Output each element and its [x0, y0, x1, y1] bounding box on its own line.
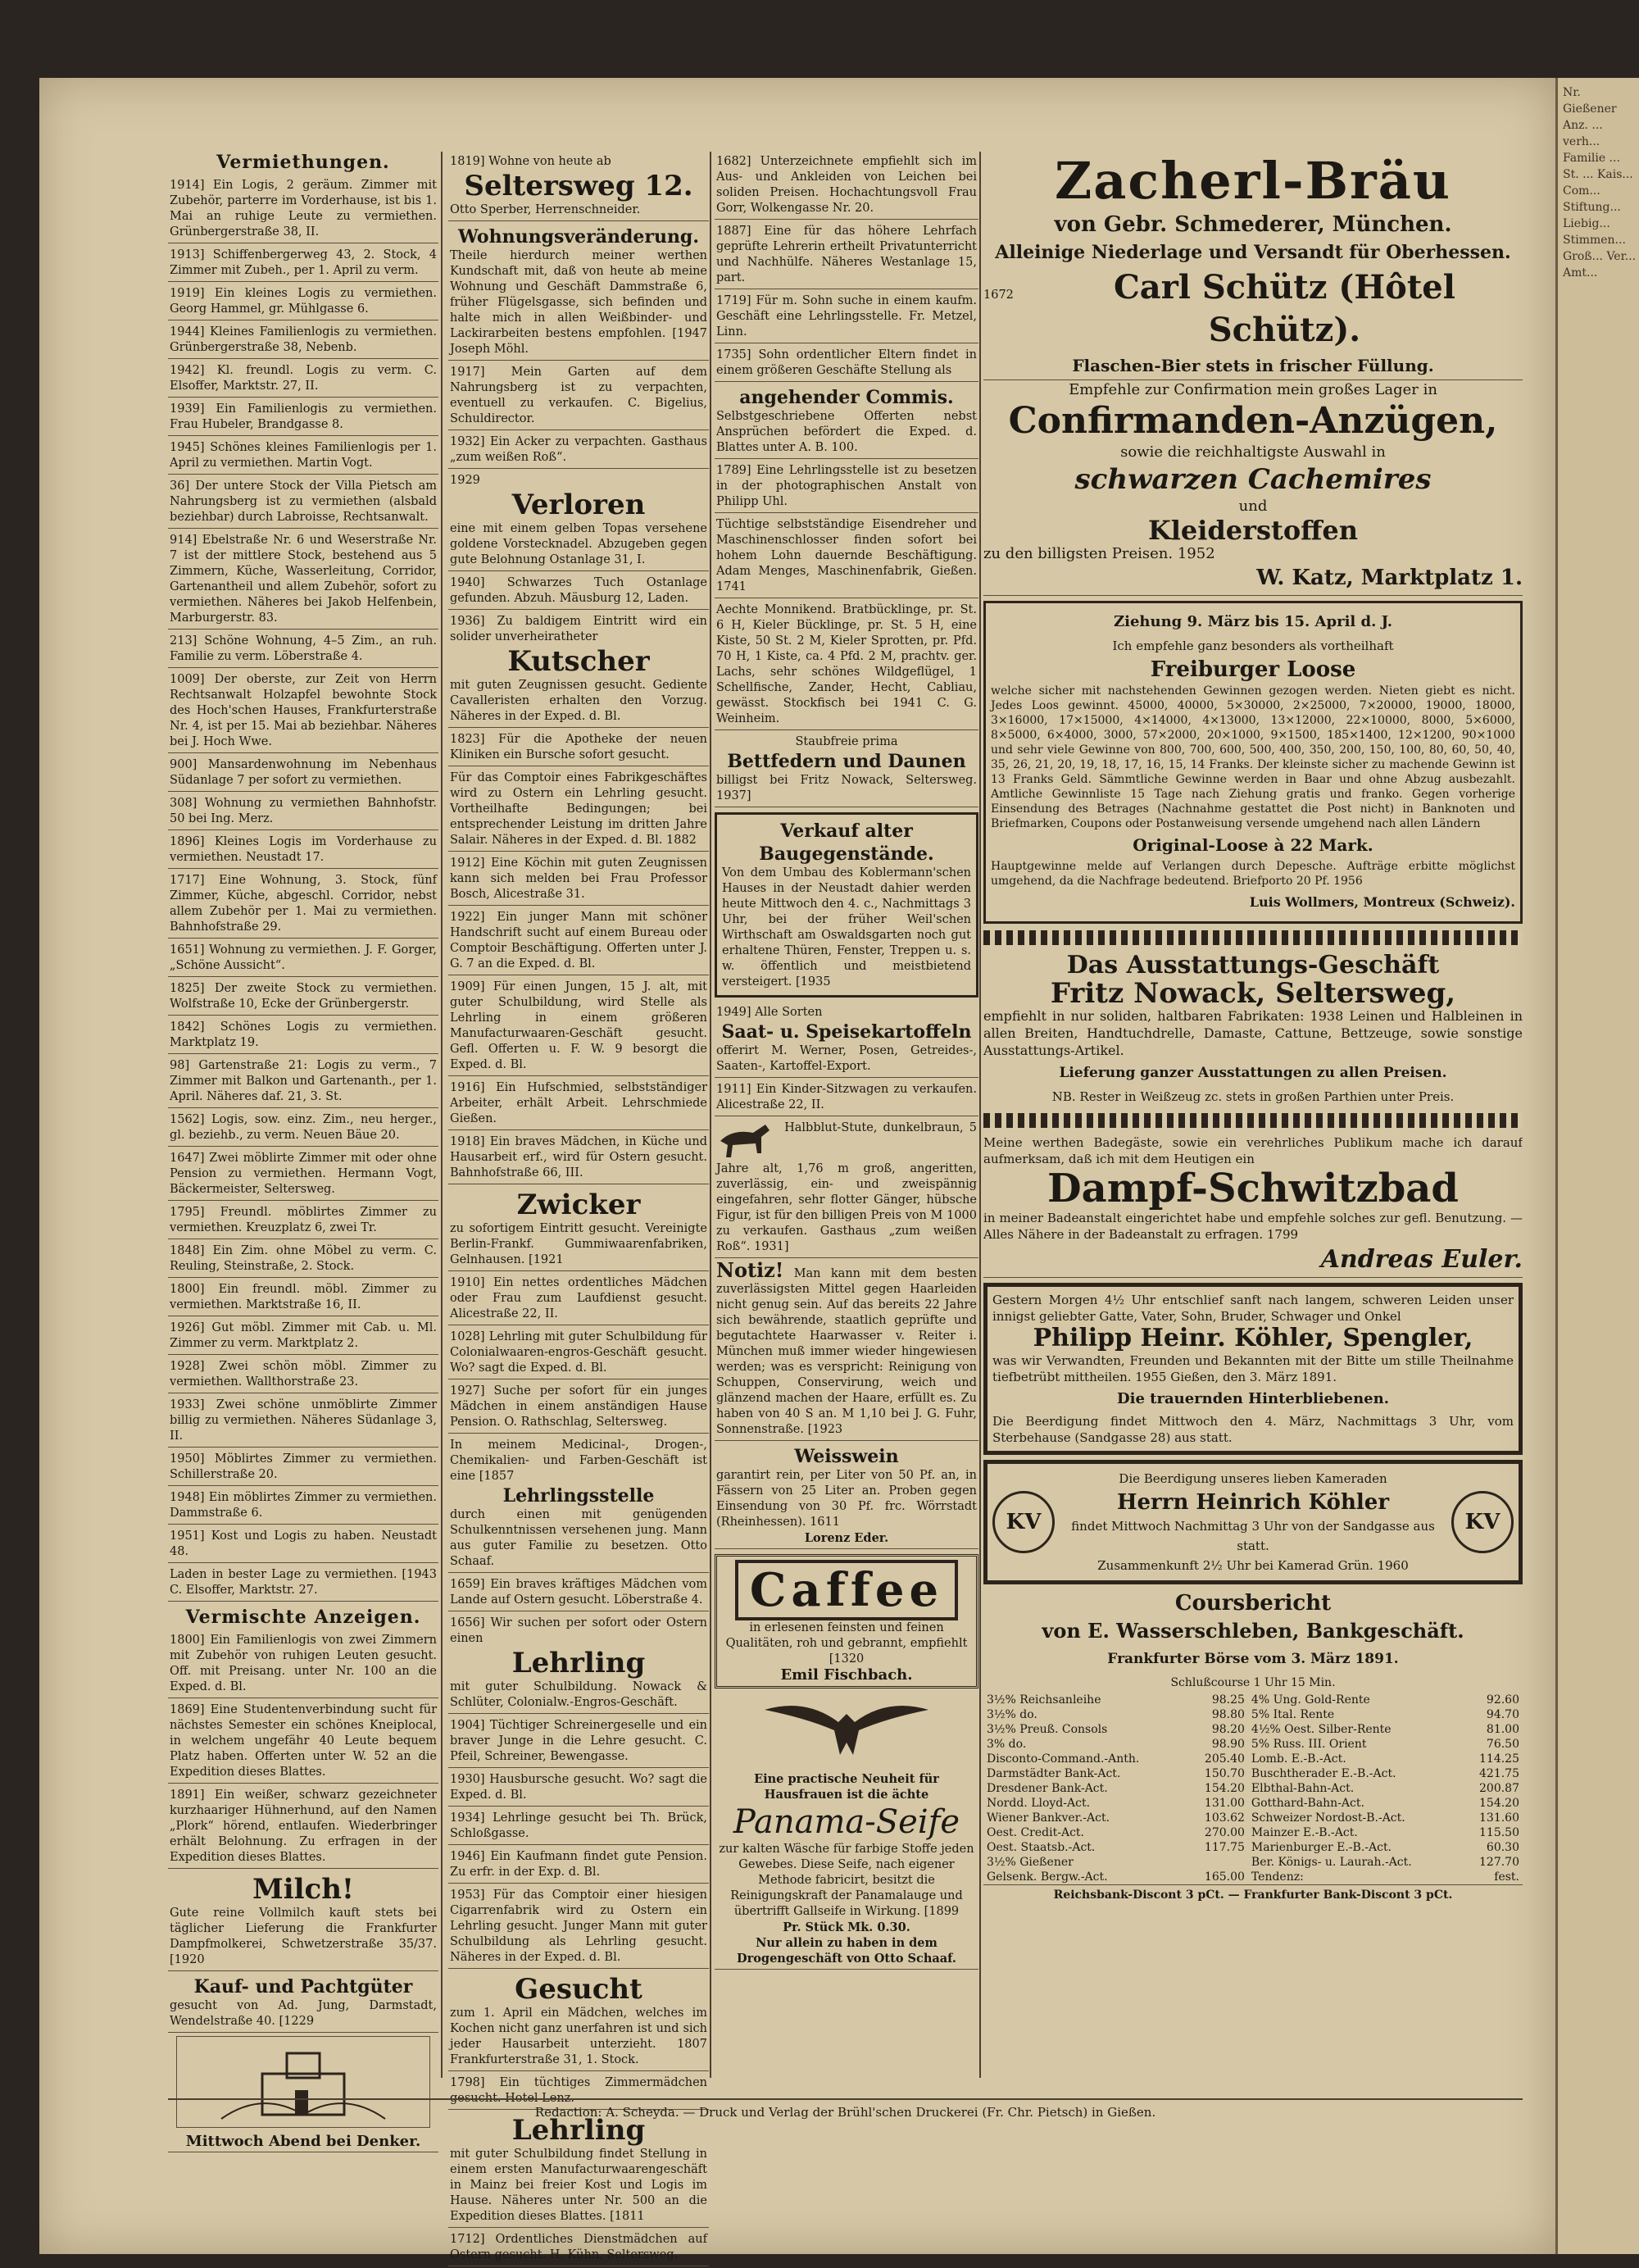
stock-row	[983, 1796, 1523, 1811]
stock-price: 270.00	[1204, 1826, 1245, 1839]
classified-ad: 1825] Der zweite Stock zu vermiethen. Wolfstraße 10, Ecke der Grünbergerstr.	[168, 979, 438, 1016]
stock-name: Mainzer E.-B.-Act.	[1251, 1826, 1358, 1839]
classified-ad	[448, 1575, 709, 1611]
classified-ad	[448, 1381, 709, 1434]
stock-price: 92.60	[1486, 1693, 1519, 1707]
ad-title: Verloren	[511, 489, 646, 521]
ad-pretext: Meine werthen Badegäste, sowie ein verehrliches Publikum mache ich darauf aufmerksam, daß ich mit dem Heutigen ein	[983, 1135, 1523, 1166]
imprint-line: Redaction: A. Scheyda. — Druck und Verlag der Brühl'schen Druckerei (Fr. Chr. Pietsch) in Gießen.	[168, 2098, 1523, 2120]
stock-price: 200.87	[1479, 1782, 1519, 1795]
stock-name: Oest. Credit-Act.	[987, 1826, 1084, 1839]
ad-title: Bettfedern und Daunen	[727, 751, 966, 772]
ad-text: billigst bei Fritz Nowack, Seltersweg. 1937]	[716, 774, 977, 802]
stock-price: 60.30	[1486, 1841, 1519, 1854]
ad-text: 1927] Suche per sofort für ein junges Mädchen in einem anständigen Hause Pension. O. Rathschlag, Seltersweg.	[450, 1384, 707, 1429]
ad-title: Lehrlingsstelle	[502, 1485, 655, 1507]
ad-text: 1910] Ein nettes ordentliches Mädchen oder Frau zum Laufdienst gesucht. Alicestraße 22, II.	[450, 1276, 707, 1320]
stock-row	[983, 1870, 1523, 1884]
ad-text: Gute reine Vollmilch kauft stets bei täglicher Lieferung die Frankfurter Dampfmolkerei, Schwetzerstraße 35/37. [1920	[170, 1907, 437, 1966]
classified-ad	[448, 1970, 709, 2071]
ad-text: 1918] Ein braves Mädchen, in Küche und Hausarbeit erf., wird für Ostern gesucht. Bahnhofstraße 66, III.	[450, 1135, 707, 1179]
ad-text: 1798] Ein tüchtiges Zimmermädchen gesucht. Hotel Lenz.	[450, 2076, 707, 2105]
ad-text: 1659] Ein braves kräftiges Mädchen vom Lande auf Ostern gesucht. Löberstraße 4.	[450, 1578, 707, 1607]
denker-ad	[168, 2131, 438, 2152]
stock-price: 421.75	[1479, 1767, 1519, 1780]
classified-ad	[448, 1078, 709, 1130]
ad-text: Mittwoch Abend bei Denker.	[185, 2133, 421, 2150]
stock-report	[983, 1589, 1523, 1905]
stock-price: 98.20	[1211, 1723, 1245, 1736]
report-date: Frankfurter Börse vom 3. März 1891.	[1107, 1651, 1399, 1667]
ad-text: 1930] Hausbursche gesucht. Wo? sagt die Exped. d. Bl.	[450, 1773, 707, 1802]
classified-ad: 1913] Schiffenbergerweg 43, 2. Stock, 4 Zimmer mit Zubeh., per 1. April zu verm.	[168, 245, 438, 282]
classified-ad: 98] Gartenstraße 21: Logis zu verm., 7 Zimmer mit Balkon und Gartenanth., per 1. April. Näheres daf. 21, 3. St.	[168, 1056, 438, 1108]
ad-signature: Nur allein zu haben in dem Drogengeschäft von Otto Schaaf.	[737, 1936, 956, 1966]
ad-text: zu den billigsten Preisen. 1952	[983, 545, 1215, 562]
ad-text: eine mit einem gelben Topas versehene goldene Vorstecknadel. Abzugeben gegen gute Belohnung Ostanlage 31, I.	[450, 522, 707, 566]
ad-text: 1912] Eine Köchin mit guten Zeugnissen kann sich melden bei Frau Professor Bosch, Alicestraße 31.	[450, 857, 707, 901]
stock-name: Wiener Bankver.-Act.	[987, 1811, 1110, 1825]
stock-price: 154.20	[1479, 1797, 1519, 1810]
ad-title2: schwarzen Cachemires	[1074, 463, 1432, 496]
ad-text: Halbblut-Stute, dunkelbraun, 5 Jahre alt, 1,76 m groß, angeritten, zuverlässig, ein- und zweispännig eingefahren, sehr flotter Gänger, hübsche Figur, ist für den billigen Preis von M 1000 zu verkaufen. Gasthaus „zum weißen Roß“. 1931]	[716, 1121, 977, 1253]
brewery-subtitle2: Alleinige Niederlage und Versandt für Oberhessen.	[995, 242, 1511, 263]
ad-title: Gesucht	[515, 1973, 642, 2006]
potato-ad	[715, 1002, 978, 1078]
ad-number: 1672	[983, 289, 1014, 302]
classified-ad	[448, 1435, 709, 1573]
ad-text: 1911] Ein Kinder-Sitzwagen zu verkaufen. Alicestraße 22, II.	[716, 1083, 977, 1111]
stock-row	[983, 1737, 1523, 1752]
ad-text: gesucht von Ad. Jung, Darmstadt, Wendelstraße 40. [1229	[170, 1999, 437, 2028]
ad-title: Milch!	[252, 1873, 354, 1906]
classified-ad: 1562] Logis, sow. einz. Zim., neu herger., gl. beziehb., zu verm. Neuen Bäue 20.	[168, 1110, 438, 1147]
confirmation-ad	[983, 380, 1523, 596]
classified-ad: 900] Mansardenwohnung im Nebenhaus Südanlage 7 per sofort zu vermiethen.	[168, 755, 438, 792]
crest-emblem-left: KV	[992, 1491, 1055, 1553]
stock-name: Tendenz:	[1251, 1870, 1304, 1884]
commis-ad	[715, 384, 978, 459]
ad-text: in meiner Badeanstalt eingerichtet habe und empfehle solches zur gefl. Benutzung. — Alles Nähere in der Badeanstalt zu erfragen. 1799	[983, 1211, 1523, 1242]
column-rule	[441, 152, 443, 2078]
stock-name: 3½% Gießener	[987, 1856, 1074, 1869]
stock-name: Darmstädter Bank-Act.	[987, 1767, 1121, 1780]
ad-text: garantirt rein, per Liter von 50 Pf. an, in Fässern von 25 Liter an. Proben gegen Einsendung von 30 Pf. frc. Wörrstadt (Rheinhessen). 1611	[716, 1469, 977, 1529]
report-title: Coursbericht	[1174, 1591, 1332, 1616]
ad-title: Kauf- und Pachtgüter	[193, 1976, 413, 1998]
lottery-ad	[983, 601, 1523, 924]
ad-text: Theile hierdurch meiner werthen Kundschaft mit, daß von heute ab meine Wohnung und Geschäft Dammstraße 6, früher Flügelsgasse, sich befinden und halte mich in allen Weißbinder- und Lackirarbeiten bestens empfohlen. [1947 Joseph Möhl.	[450, 249, 707, 356]
ad-signature: Andreas Euler.	[1320, 1245, 1523, 1274]
ad-text: sowie die reichhaltigste Auswahl in	[1120, 443, 1386, 461]
classified-ad	[448, 768, 709, 852]
column-1	[168, 152, 438, 2154]
stock-row	[983, 1766, 1523, 1781]
stock-price: 154.20	[1204, 1782, 1245, 1795]
classified-ad: 1945] Schönes kleines Familienlogis per 1. April zu vermiethen. Martin Vogt.	[168, 438, 438, 475]
stock-row	[983, 1707, 1523, 1722]
ad-text: 1904] Tüchtiger Schreinergeselle und ein braver Junge in die Lehre gesucht. C. Pfeil, Schreiner, Bewengasse.	[450, 1719, 707, 1763]
ad-title: Lehrling	[511, 2114, 646, 2147]
ad-text: 1823] Für die Apotheke der neuen Kliniken ein Bursche sofort gesucht.	[450, 733, 707, 761]
ad-pretext: Eine practische Neuheit für Hausfrauen ist die ächte	[754, 1772, 939, 1802]
stock-name: Schweizer Nordost-B.-Act.	[1251, 1811, 1405, 1825]
section-heading: Vermiethungen.	[216, 152, 390, 173]
bottle-beer-line: Flaschen-Bier stets in frischer Füllung.	[983, 352, 1523, 380]
column-rule	[710, 152, 711, 2078]
classified-ad: 1009] Der oberste, zur Zeit von Herrn Rechtsanwalt Holzapfel bewohnte Stock des Hoch'schen Hauses, Frankfurterstraße Nr. 4, ist per 15. Mai ab beziehbar. Näheres bei J. Hoch Wwe.	[168, 670, 438, 753]
ad-price: Pr. Stück Mk. 0.30.	[783, 1920, 910, 1934]
stock-price: 98.90	[1211, 1738, 1245, 1751]
stock-name: 4% Ung. Gold-Rente	[1251, 1693, 1370, 1707]
stock-price: 81.00	[1486, 1723, 1519, 1736]
classified-ad: 1887] Eine für das höhere Lehrfach geprüfte Lehrerin ertheilt Privatunterricht und Nachhülfe. Näheres Westanlage 15, part.	[715, 221, 978, 289]
classified-ad	[448, 1885, 709, 1969]
ad-signature: Lorenz Eder.	[804, 1531, 889, 1545]
ad-title: Kutscher	[507, 645, 650, 678]
stock-name: Dresdener Bank-Act.	[987, 1782, 1108, 1795]
stock-name: 3½% Preuß. Consols	[987, 1723, 1108, 1736]
classified-ad: 308] Wohnung zu vermiethen Bahnhofstr. 50 bei Ing. Merz.	[168, 793, 438, 830]
stock-price: fest.	[1494, 1870, 1519, 1884]
ad-text: zu sofortigem Eintritt gesucht. Vereinigte Berlin-Frankf. Gummiwaarenfabriken, Gelnhausen. [1921	[450, 1222, 707, 1266]
stock-name: Nordd. Lloyd-Act.	[987, 1797, 1091, 1810]
report-time: Schlußcourse 1 Uhr 15 Min.	[1170, 1676, 1336, 1689]
classified-ad: 1795] Freundl. möblirtes Zimmer zu vermiethen. Kreuzplatz 6, zwei Tr.	[168, 1202, 438, 1239]
stock-row	[983, 1840, 1523, 1855]
ad-title: Weisswein	[794, 1446, 899, 1467]
stock-price: 115.50	[1479, 1826, 1519, 1839]
classified-ad: 1896] Kleines Logis im Vorderhause zu vermiethen. Neustadt 17.	[168, 832, 438, 869]
stock-row	[983, 1825, 1523, 1840]
stock-name: 3½% do.	[987, 1708, 1037, 1721]
brewery-agent: Carl Schütz (Hôtel Schütz).	[1113, 268, 1455, 349]
discount-rates: Reichsbank-Discont 3 pCt. — Frankfurter Bank-Discont 3 pCt.	[983, 1884, 1523, 1905]
estate-ad	[168, 1973, 438, 2033]
classified-ad	[448, 1327, 709, 1379]
classified-ad	[448, 1808, 709, 1845]
ad-text: mit guter Schulbildung findet Stellung in einem ersten Manufacturwaarengeschäft in Mainz bei freier Kost und Logis im Hause. Näheres unter Nr. 500 an die Expedition dieses Blattes. [1811	[450, 2148, 707, 2223]
stock-price: 131.60	[1479, 1811, 1519, 1825]
stock-price: 114.25	[1479, 1752, 1519, 1766]
rental-ads	[168, 175, 438, 1602]
ad-text: 1916] Ein Hufschmied, selbstständiger Arbeiter, erhält Arbeit. Lehrschmiede Gießen.	[450, 1081, 707, 1125]
stock-row	[983, 1752, 1523, 1766]
ad-signature: W. Katz, Marktplatz 1.	[1256, 566, 1523, 590]
pram-ad	[715, 1079, 978, 1116]
ad-signature: Luis Wollmers, Montreux (Schweiz).	[1249, 894, 1515, 910]
classified-ad	[448, 573, 709, 610]
stock-name: 3% do.	[987, 1738, 1027, 1751]
horse-icon	[716, 1120, 774, 1161]
notice-pretext: Die Beerdigung unseres lieben Kameraden	[1119, 1471, 1387, 1486]
stock-name: 5% Ital. Rente	[1251, 1708, 1335, 1721]
classified-ad	[448, 432, 709, 469]
ad-note: NB. Rester in Weißzeug zc. stets in großen Parthien unter Preis.	[1051, 1089, 1455, 1104]
classified-ad: Aechte Monnikend. Bratbücklinge, pr. St. 6 H, Kieler Bücklinge, pr. St. 5 H, eine Kiste, 50 St. 2 M, Kieler Sprotten, pr. Pfd. 70 H, 1 Kiste, ca. 4 Pfd. 2 M, prachtv. ger. Lachs, sehr schönes Wildgeflügel, 1 Schellfische, Zander, Hecht, Cabliau, gewässt. Stockfisch bei 1941 C. G. Weinheim.	[715, 600, 978, 730]
stock-price: 131.00	[1204, 1797, 1245, 1810]
stock-price: 127.70	[1479, 1856, 1519, 1869]
classified-ad: 1942] Kl. freundl. Logis zu verm. C. Elsoffer, Marktstr. 27, II.	[168, 361, 438, 398]
classified-ad	[448, 2111, 709, 2228]
obituary-signature: Die trauernden Hinterbliebenen.	[1117, 1390, 1389, 1407]
classified-ad: 1848] Ein Zim. ohne Möbel zu verm. C. Reuling, Steinstraße, 2. Stock.	[168, 1241, 438, 1278]
classified-ad	[448, 1847, 709, 1884]
funeral-notice	[983, 1460, 1523, 1584]
classified-ad: 1919] Ein kleines Logis zu vermiethen. Georg Hammel, gr. Mühlgasse 6.	[168, 284, 438, 320]
stock-name: 4½% Oest. Silber-Rente	[1251, 1723, 1392, 1736]
ad-pretext: 1949] Alle Sorten	[716, 1006, 823, 1019]
ad-pretext: Ich empfehle ganz besonders als vortheilhaft	[1112, 639, 1394, 653]
classified-ad	[448, 1716, 709, 1768]
ad-text: 1909] Für einen Jungen, 15 J. alt, mit guter Schulbildung, wird Stelle als Lehrling in einem größeren Manufacturwaaren-Geschäft gesucht. Gefl. Offerten u. F. W. 9 besorgt die Exped. d. Bl.	[450, 980, 707, 1071]
classified-ad	[448, 223, 709, 361]
classified-ad	[448, 1613, 709, 1714]
ad-text: empfiehlt in nur soliden, haltbaren Fabrikaten: 1938 Leinen und Halbleinen in allen Breiten, Handtuchdrelle, Damaste, Cattune, Bettzeuge, sowie sonstige Ausstattungs-Artikel.	[983, 1008, 1523, 1058]
classified-ad: 914] Ebelstraße Nr. 6 und Weserstraße Nr. 7 ist der mittlere Stock, bestehend aus 5 Zimmern, Küche, Wasserleitung, Corridor, Gartenantheil und allem Zubehör, sofort zu vermiethen. Näheres bei Jakob Helfenbein, Marburgerstr. 83.	[168, 530, 438, 629]
stock-name: 3½% Reichsanleihe	[987, 1693, 1101, 1707]
ad-pretext: Empfehle zur Confirmation mein großes Lager in	[1069, 381, 1437, 398]
classified-ad: 1928] Zwei schön möbl. Zimmer zu vermiethen. Wallthorstraße 23.	[168, 1357, 438, 1393]
stock-name: Oest. Staatsb.-Act.	[987, 1841, 1096, 1854]
column-rule	[979, 152, 981, 2078]
building-parts-ad	[715, 812, 978, 998]
classified-ad: 1891] Ein weißer, schwarz gezeichneter kurzhaariger Hühnerhund, auf den Namen „Plork“ hörend, entlaufen. Wiederbringer erhält Belohnung. Zu erfragen in der Expedition dieses Blattes.	[168, 1785, 438, 1869]
ad-text: 1922] Ein junger Mann mit schöner Handschrift sucht auf einem Bureau oder Comptoir Beschäftigung. Offerten unter J. G. 7 an die Exped. d. Bl.	[450, 911, 707, 970]
classified-ad: 1800] Ein Familienlogis von zwei Zimmern mit Zubehör von ruhigen Leuten gesucht. Off. mit Preisang. unter Nr. 100 an die Exped. d. Bl.	[168, 1630, 438, 1698]
report-subtitle: von E. Wasserschleben, Bankgeschäft.	[1042, 1619, 1464, 1643]
ad-title: Saat- u. Speisekartoffeln	[721, 1021, 972, 1043]
stock-price: 103.62	[1204, 1811, 1245, 1825]
ad-title: Seltersweg 12.	[464, 170, 693, 202]
classified-ad: 1717] Eine Wohnung, 3. Stock, fünf Zimmer, Küche, abgeschl. Corridor, nebst allem Zubehör per 1. Mai zu vermiethen. Bahnhofstraße 29.	[168, 870, 438, 939]
coffee-ad	[715, 1554, 978, 1689]
classified-ad	[448, 1132, 709, 1184]
classified-ad	[448, 611, 709, 728]
ad-name: Fritz Nowack, Seltersweg,	[1050, 977, 1456, 1010]
classified-ad: 1944] Kleines Familienlogis zu vermiethen. Grünbergerstraße 38, Nebenb.	[168, 322, 438, 359]
classified-ad: 1939] Ein Familienlogis zu vermiethen. Frau Hubeler, Brandgasse 8.	[168, 399, 438, 436]
adjacent-page-text: Nr. Gießener Anz. ... verh... Familie ... St. ... Kais... Com... Stiftung... Liebig... Stimmen... Groß... Ver... Amt...	[1563, 86, 1637, 280]
stock-name: Disconto-Command.-Anth.	[987, 1752, 1140, 1766]
ad-title: Dampf-Schwitzbad	[1047, 1166, 1459, 1211]
eagle-icon	[756, 1693, 937, 1759]
stock-name: Marienburger E.-B.-Act.	[1251, 1841, 1392, 1854]
ad-title: Das Ausstattungs-Geschäft	[1066, 951, 1440, 979]
classified-ad: 1682] Unterzeichnete empfiehlt sich im Aus- und Ankleiden von Leichen bei soliden Preisen. Hochachtungsvoll Frau Gorr, Wolkengasse Nr. 20.	[715, 152, 978, 220]
service-ads	[715, 152, 978, 382]
ad-title: Wohnungsveränderung.	[458, 226, 699, 248]
ad-text: 1917] Mein Garten auf dem Nahrungsberg ist zu verpachten, eventuell zu verkaufen. C. Bigelius, Schuldirector.	[450, 366, 707, 425]
ad-title3: Kleiderstoffen	[1147, 515, 1359, 546]
stock-row	[983, 1722, 1523, 1737]
ad-title: Panama-Seife	[733, 1803, 960, 1841]
coffee-logo: Caffee	[735, 1560, 958, 1620]
obituary-name: Philipp Heinr. Köhler, Spengler,	[1033, 1324, 1473, 1352]
ad-title: Verkauf alter Baugegenstände.	[759, 820, 934, 865]
ornament-border	[983, 1113, 1523, 1128]
ad-text: und	[1238, 498, 1268, 515]
classified-ad: 1933] Zwei schöne unmöblirte Zimmer billig zu vermiethen. Näheres Südanlage 3, II.	[168, 1395, 438, 1448]
classified-ad: 1926] Gut möbl. Zimmer mit Cab. u. Ml. Zimmer zu verm. Marktplatz 2.	[168, 1318, 438, 1355]
ad-signature: Emil Fischbach.	[780, 1666, 913, 1684]
ad-text: mit guten Zeugnissen gesucht. Gediente Cavalleristen erhalten den Vorzug. Näheres in der Exped. d. Bl.	[450, 679, 707, 723]
classified-ad	[448, 1186, 709, 1271]
ad-text: 1819] Wohne von heute ab	[450, 155, 611, 168]
stock-name: 5% Russ. III. Orient	[1251, 1738, 1367, 1751]
ad-title: Zwicker	[516, 1189, 641, 1221]
ad-text: Man kann mit dem besten zuverlässigsten Mittel gegen Haarleiden nicht genug sein. Auf das bereits 22 Jahre sich bewährende, staatlich geprüfte und begutachtete Haarwasser v. Reiter i. München muß immer wieder hingewiesen werden; was es verspricht: Reinigung von Schuppen, Conservirung, weich und glänzend machen der Haare, erfüllt es. Zu haben von 40 S an. M 1,10 bei J. G. Fuhr, Sonnenstraße. [1923	[716, 1267, 977, 1436]
classified-ad: 1948] Ein möblirtes Zimmer zu vermiethen. Dammstraße 6.	[168, 1488, 438, 1525]
stock-row	[983, 1693, 1523, 1707]
classified-ad: 1800] Ein freundl. möbl. Zimmer zu vermiethen. Marktstraße 16, II.	[168, 1279, 438, 1316]
ad-text: 1934] Lehrlinge gesucht bei Th. Brück, Schloßgasse.	[450, 1811, 707, 1840]
classified-ad: Laden in bester Lage zu vermiethen. [1943 C. Elsoffer, Marktstr. 27.	[168, 1565, 438, 1602]
ad-text: durch einen mit genügenden Schulkenntnissen versehenen jung. Mann aus guter Familie zu besetzen. Otto Schaaf.	[450, 1508, 707, 1568]
classified-ad: 1950] Möblirtes Zimmer zu vermiethen. Schillerstraße 20.	[168, 1449, 438, 1486]
stock-price: 76.50	[1486, 1738, 1519, 1751]
eagle-illustration	[715, 1693, 978, 1764]
ad-text: zur kalten Wäsche für farbige Stoffe jeden Gewebes. Diese Seife, nach eigener Methode fabricirt, besitzt die Reinigungskraft der Panamalauge und übertrifft Gallseife in Wirkung. [1899	[719, 1843, 974, 1918]
column-3	[715, 152, 978, 1971]
ad-text: mit guter Schulbildung. Nowack & Schlüter, Colonialw.-Engros-Geschäft.	[450, 1680, 707, 1709]
wine-ad	[715, 1443, 978, 1549]
crest-emblem-right: KV	[1451, 1491, 1514, 1553]
classified-ad: 213] Schöne Wohnung, 4–5 Zim., an ruh. Familie zu verm. Löberstraße 4.	[168, 631, 438, 668]
classified-ad	[448, 1273, 709, 1325]
stock-price: 117.75	[1204, 1841, 1245, 1854]
outfitting-ad	[983, 952, 1523, 1107]
stock-price: 165.00	[1204, 1870, 1245, 1884]
ad-title: Lehrling	[511, 1647, 646, 1679]
adjacent-page-edge	[1555, 78, 1639, 2254]
ornament-border	[983, 930, 1523, 945]
ad-title: Freiburger Loose	[1150, 657, 1356, 682]
classified-ad	[448, 853, 709, 906]
ad-text2: Lieferung ganzer Ausstattungen zu allen Preisen.	[1059, 1065, 1447, 1081]
ad-text: Von dem Umbau des Koblermann'schen Hauses in der Neustadt dahier werden heute Mittwoch den 4. c., Nachmittags 3 Uhr, bei der früher Weil'schen Wirthschaft am Oswaldsgarten noch gut erhaltene Thüren, Fenster, Treppen u. s. w. öffentlich und meistbietend versteigert. [1935	[722, 866, 971, 989]
ad-heading: Ziehung 9. März bis 15. April d. J.	[1113, 613, 1393, 630]
ad-text: In meinem Medicinal-, Drogen-, Chemikalien- und Farben-Geschäft ist eine [1857	[450, 1439, 707, 1483]
classified-ad: 36] Der untere Stock der Villa Pietsch am Nahrungsberg ist zu vermiethen (alsbald beziehbar) durch Labroisse, Rechtsanwalt.	[168, 476, 438, 529]
classified-ad: 1951] Kost und Logis zu haben. Neustadt 48.	[168, 1526, 438, 1563]
stock-price: 98.25	[1211, 1693, 1245, 1707]
classified-ad: 1869] Eine Studentenverbindung sucht für nächstes Semester ein schönes Kneiplocal, in welchem ungefähr 40 Leute bequem Platz haben. Offerten unter W. 52 an die Expedition dieses Blattes.	[168, 1700, 438, 1784]
stock-price: 94.70	[1486, 1708, 1519, 1721]
ad-text: offerirt M. Werner, Posen, Getreides-, Saaten-, Kartoffel-Export.	[716, 1044, 977, 1073]
classified-ad	[448, 729, 709, 766]
classified-ad	[448, 152, 709, 221]
milk-ad	[168, 1870, 438, 1971]
ad-text: 1936] Zu baldigem Eintritt wird ein solider unverheiratheter	[450, 615, 707, 643]
stock-row	[983, 1855, 1523, 1870]
stock-price: 205.40	[1204, 1752, 1245, 1766]
ad-title: angehender Commis.	[739, 387, 954, 408]
column-4	[983, 152, 1523, 1905]
ad-title: Notiz!	[716, 1258, 784, 1282]
classified-ad: 1842] Schönes Logis zu vermiethen. Marktplatz 19.	[168, 1017, 438, 1054]
ad-text: 1946] Ein Kaufmann findet gute Pension. Zu erfr. in der Exp. d. Bl.	[450, 1850, 707, 1879]
classified-ad: 1735] Sohn ordentlicher Eltern findet in einem größeren Geschäfte Stellung als	[715, 345, 978, 382]
classified-ad: 1719] Für m. Sohn suche in einem kaufm. Geschäft eine Lehrlingsstelle. Fr. Metzel, Linn.	[715, 291, 978, 343]
ad-text: zum 1. April ein Mädchen, welches im Kochen nicht ganz unerfahren ist und sich jeder Hausarbeit unterzieht. 1807 Frankfurterstraße 31, 1. Stock.	[450, 2007, 707, 2066]
ad-text: 1929	[450, 474, 480, 487]
ad-text: welche sicher mit nachstehenden Gewinnen gezogen werden. Nieten giebt es nicht. Jedes Loos gewinnt. 45000, 40000, 5×30000, 2×25000, 7×20000, 19000, 18000, 3×16000, 17×15000, 4×14000, 4×13000, 13×12000, 22×10000, 8000, 5×6000, 8×5000, 6×4000, 3000, 57×2000, 20×1000, 9×1500, 185×1400, 12×1200, 90×1000 und sehr viele Gewinne von 800, 700, 600, 500, 400, 350, 200, 150, 100, 80, 60, 50, 40, 35, 26, 21, 20, 19, 18, 17, 16, 15, 14 Franks. Der kleinste sicher zu machende Gewinn ist 13 Franks Geld. Sämmtliche Gewinne werden in Baar und ohne Abzug ausbezahlt. Amtliche Gewinnliste 15 Tage nach Ziehung gratis und franko. Gegen vorherige Einsendung des Betrages (Nachnahme gestattet die Post nicht) in Banknoten und Briefmarken, Coupons oder Postanweisung versende umgehend nach allen Ländern	[991, 684, 1515, 830]
ad-text: 1712] Ordentliches Dienstmädchen auf Ostern gesucht. H. Kühn, Seltersweg.	[450, 2233, 707, 2261]
classified-ad	[448, 470, 709, 571]
brewery-subtitle: von Gebr. Schmederer, München.	[1054, 212, 1452, 237]
ad-text: Selbstgeschriebene Offerten nebst Ansprüchen befördert die Exped. d. Blattes unter A. B. 100.	[716, 410, 977, 454]
ad-text: Otto Sperber, Herrenschneider.	[450, 203, 641, 216]
horse-ad	[715, 1118, 978, 1258]
stock-name: Gotthard-Bahn-Act.	[1251, 1797, 1364, 1810]
obituary	[983, 1283, 1523, 1455]
ad-text: Für das Comptoir eines Fabrikgeschäftes wird zu Ostern ein Lehrling gesucht. Vortheilhafte Bedingungen; bei entsprechender Leistung im dritten Jahre Salair. Näheres in der Exped. d. Bl. 1882	[450, 771, 707, 847]
section-heading: Vermischte Anzeigen.	[185, 1607, 421, 1628]
ad-text: 1932] Ein Acker zu verpachten. Gasthaus „zum weißen Roß“.	[450, 435, 707, 464]
ad-title: Confirmanden-Anzügen,	[1008, 400, 1498, 442]
ad-price: Original-Loose à 22 Mark.	[1133, 835, 1373, 855]
ad-text: 1656] Wir suchen per sofort oder Ostern einen	[450, 1616, 707, 1645]
ad-text: 1940] Schwarzes Tuch Ostanlage gefunden. Abzuh. Mäusburg 12, Laden.	[450, 576, 707, 605]
ad-text: Hauptgewinne melde auf Verlangen durch Depesche. Aufträge erbitte möglichst umgehend, da die Nachfrage bedeutend. Briefporto 20 Pf. 1956	[991, 860, 1515, 888]
ad-text: 1028] Lehrling mit guter Schulbildung für Colonialwaaren-engros-Geschäft gesucht. Wo? sagt die Exped. d. Bl.	[450, 1330, 707, 1375]
brewery-title: Zacherl-Bräu	[1055, 152, 1451, 211]
soap-ad	[715, 1769, 978, 1970]
stock-table	[983, 1693, 1523, 1884]
classified-ad: Tüchtige selbstständige Eisendreher und Maschinenschlosser finden sofort bei hohem Lohn dauernde Beschäftigung. Adam Menges, Maschinenfabrik, Gießen. 1741	[715, 515, 978, 598]
stock-row	[983, 1811, 1523, 1825]
stock-price	[1188, 1855, 1248, 1870]
ad-pretext: Staubfreie prima	[795, 735, 898, 748]
ad-text: in erlesenen feinsten und feinen Qualitäten, roh und gebrannt, empfiehlt [1320	[725, 1621, 968, 1666]
stock-price: 98.80	[1211, 1708, 1245, 1721]
classified-ad	[448, 977, 709, 1076]
classified-ad	[448, 2229, 709, 2266]
notice-post: Zusammenkunft 2½ Uhr bei Kamerad Grün. 1960	[1097, 1558, 1409, 1573]
stock-name: Gelsenk. Bergw.-Act.	[987, 1870, 1108, 1884]
classified-ad: 1789] Eine Lehrlingsstelle ist zu besetzen in der photographischen Anstalt von Philipp Uhl.	[715, 461, 978, 513]
stock-name: Buschtherader E.-B.-Act.	[1251, 1767, 1396, 1780]
obituary-funeral: Die Beerdigung findet Mittwoch den 4. März, Nachmittags 3 Uhr, vom Sterbehause (Sandgasse 28) aus statt.	[992, 1414, 1514, 1445]
obituary-text2: was wir Verwandten, Freunden und Bekannten mit der Bitte um stille Theilnahme tiefbetrübt mittheilen. 1955 Gießen, den 3. März 1891.	[992, 1353, 1514, 1384]
stock-name: Ber. Königs- u. Laurah.-Act.	[1251, 1856, 1412, 1869]
steam-bath-ad	[983, 1134, 1523, 1278]
notice-text: findet Mittwoch Nachmittag 3 Uhr von der Sandgasse aus statt.	[1071, 1519, 1435, 1553]
stock-name: Lomb. E.-B.-Act.	[1251, 1752, 1346, 1766]
ad-text: 1953] Für das Comptoir einer hiesigen Cigarrenfabrik wird zu Ostern ein Lehrling gesucht. Junger Mann mit guter Schulbildung als Lehrling gesucht. Näheres in der Exped. d. Bl.	[450, 1888, 707, 1964]
column-2	[448, 152, 709, 2268]
stock-name: Elbthal-Bahn-Act.	[1251, 1782, 1355, 1795]
misc-ads	[168, 1630, 438, 1869]
notice-name: Herrn Heinrich Köhler	[1116, 1490, 1390, 1515]
hair-tonic-ad	[715, 1260, 978, 1441]
bedfeather-ad	[715, 732, 978, 807]
classified-ad: 1647] Zwei möblirte Zimmer mit oder ohne Pension zu vermiethen. Hermann Vogt, Bäckermeister, Seltersweg.	[168, 1148, 438, 1201]
stock-row	[983, 1781, 1523, 1796]
classified-ad: 1651] Wohnung zu vermiethen. J. F. Gorger, „Schöne Aussicht“.	[168, 940, 438, 977]
stock-price: 150.70	[1204, 1767, 1245, 1780]
job-ads	[715, 461, 978, 730]
obituary-text: Gestern Morgen 4½ Uhr entschlief sanft nach langem, schweren Leiden unser innigst geliebter Gatte, Vater, Sohn, Bruder, Schwager und Onkel	[992, 1293, 1514, 1324]
classified-ad	[448, 1770, 709, 1807]
classified-ad	[448, 362, 709, 430]
classified-ad	[448, 907, 709, 975]
classified-ad: 1914] Ein Logis, 2 geräum. Zimmer mit Zubehör, parterre im Vorderhause, ist bis 1. Mai an ruhige Leute zu vermiethen. Grünbergerstraße 38, II.	[168, 175, 438, 243]
